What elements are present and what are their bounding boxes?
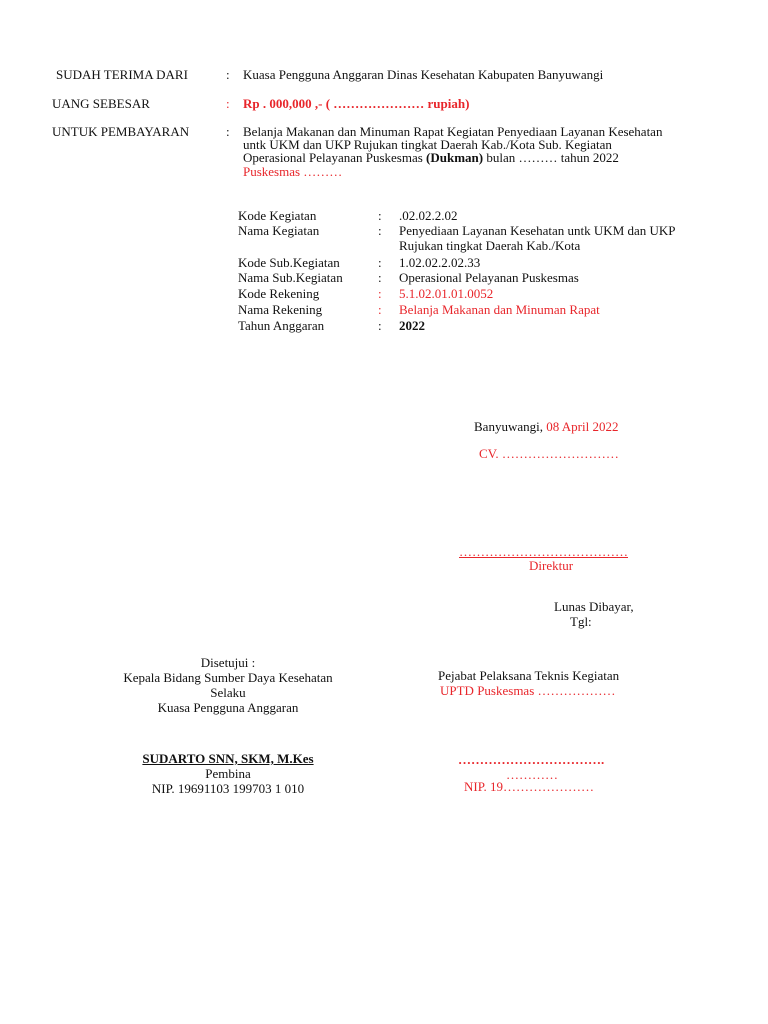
- detail-label-tahun-anggaran: Tahun Anggaran: [238, 318, 325, 333]
- payment-puskesmas: Puskesmas ………: [243, 164, 343, 179]
- detail-colon: :: [378, 318, 382, 333]
- left-role-1: Kepala Bidang Sumber Daya Kesehatan: [123, 670, 333, 685]
- detail-value-kode-sub-kegiatan: 1.02.02.2.02.33: [399, 255, 481, 270]
- detail-value-kode-kegiatan: .02.02.2.02: [399, 208, 458, 223]
- left-signatory-name: SUDARTO SNN, SKM, M.Kes: [142, 751, 314, 766]
- payment-colon: :: [226, 124, 230, 139]
- lunas-tgl: Tgl:: [570, 614, 592, 629]
- payment-dukman: (Dukman): [426, 150, 484, 165]
- detail-colon: :: [378, 208, 382, 223]
- director-title: Direktur: [529, 558, 574, 573]
- detail-label-kode-kegiatan: Kode Kegiatan: [238, 208, 317, 223]
- company-name: CV. ………………………: [479, 446, 619, 461]
- left-role-2: Selaku: [210, 685, 246, 700]
- place-date: [474, 419, 618, 434]
- detail-colon: :: [378, 286, 382, 301]
- payment-line-3-text: Operasional Pelayanan Puskesmas: [243, 150, 427, 165]
- right-signatory-rank: …………: [506, 767, 558, 782]
- detail-value-nama-sub-kegiatan: Operasional Pelayanan Puskesmas: [399, 270, 579, 285]
- detail-value-tahun-anggaran: 2022: [399, 318, 425, 333]
- detail-label-kode-sub-kegiatan: Kode Sub.Kegiatan: [238, 255, 340, 270]
- received-from-label: SUDAH TERIMA DARI: [56, 67, 188, 82]
- date: 08 April 2022: [546, 419, 619, 434]
- payment-line-2: untk UKM dan UKP Rujukan tingkat Daerah Kab./Kota Sub. Kegiatan: [243, 137, 612, 152]
- left-role-3: Kuasa Pengguna Anggaran: [157, 700, 299, 715]
- detail-value-nama-kegiatan: Penyediaan Layanan Kesehatan untk UKM dan UKP: [399, 223, 676, 238]
- detail-value-kode-rekening: 5.1.02.01.01.0052: [399, 286, 494, 301]
- approved-label: Disetujui :: [200, 655, 256, 670]
- detail-value-nama-rekening: Belanja Makanan dan Minuman Rapat: [399, 302, 600, 317]
- detail-colon: :: [378, 223, 382, 238]
- right-role-1: Pejabat Pelaksana Teknis Kegiatan: [438, 668, 620, 683]
- payment-label: UNTUK PEMBAYARAN: [52, 124, 190, 139]
- payment-line-1: Belanja Makanan dan Minuman Rapat Kegiatan Penyediaan Layanan Kesehatan: [243, 124, 663, 139]
- left-signatory-rank: Pembina: [205, 766, 251, 781]
- detail-value-nama-kegiatan-2: Rujukan tingkat Daerah Kab./Kota: [399, 238, 581, 253]
- detail-colon: :: [378, 255, 382, 270]
- payment-line-3: [243, 150, 619, 165]
- place: Banyuwangi,: [474, 419, 547, 434]
- detail-label-nama-kegiatan: Nama Kegiatan: [238, 223, 320, 238]
- lunas-dibayar: Lunas Dibayar,: [554, 599, 634, 614]
- received-from-colon: :: [226, 67, 230, 82]
- payment-line-3-tail: bulan ……… tahun 2022: [483, 150, 619, 165]
- detail-colon: :: [378, 270, 382, 285]
- detail-label-kode-rekening: Kode Rekening: [238, 286, 320, 301]
- right-signatory-name: …………………………….: [458, 752, 605, 767]
- detail-label-nama-rekening: Nama Rekening: [238, 302, 323, 317]
- director-signature-line: …………………………………: [459, 544, 628, 559]
- left-signatory: [110, 751, 346, 796]
- amount-value: Rp . 000,000 ,- ( ………………… rupiah): [243, 96, 470, 111]
- amount-colon: :: [226, 96, 230, 111]
- right-role-2: UPTD Puskesmas ………………: [440, 683, 616, 698]
- left-signatory-nip: NIP. 19691103 199703 1 010: [151, 781, 305, 796]
- detail-label-nama-sub-kegiatan: Nama Sub.Kegiatan: [238, 270, 343, 285]
- left-signature-block: [110, 655, 346, 715]
- amount-label: UANG SEBESAR: [52, 96, 150, 111]
- detail-colon: :: [378, 302, 382, 317]
- received-from-value: Kuasa Pengguna Anggaran Dinas Kesehatan Kabupaten Banyuwangi: [243, 67, 604, 82]
- right-signatory-nip: NIP. 19…………………: [464, 779, 595, 794]
